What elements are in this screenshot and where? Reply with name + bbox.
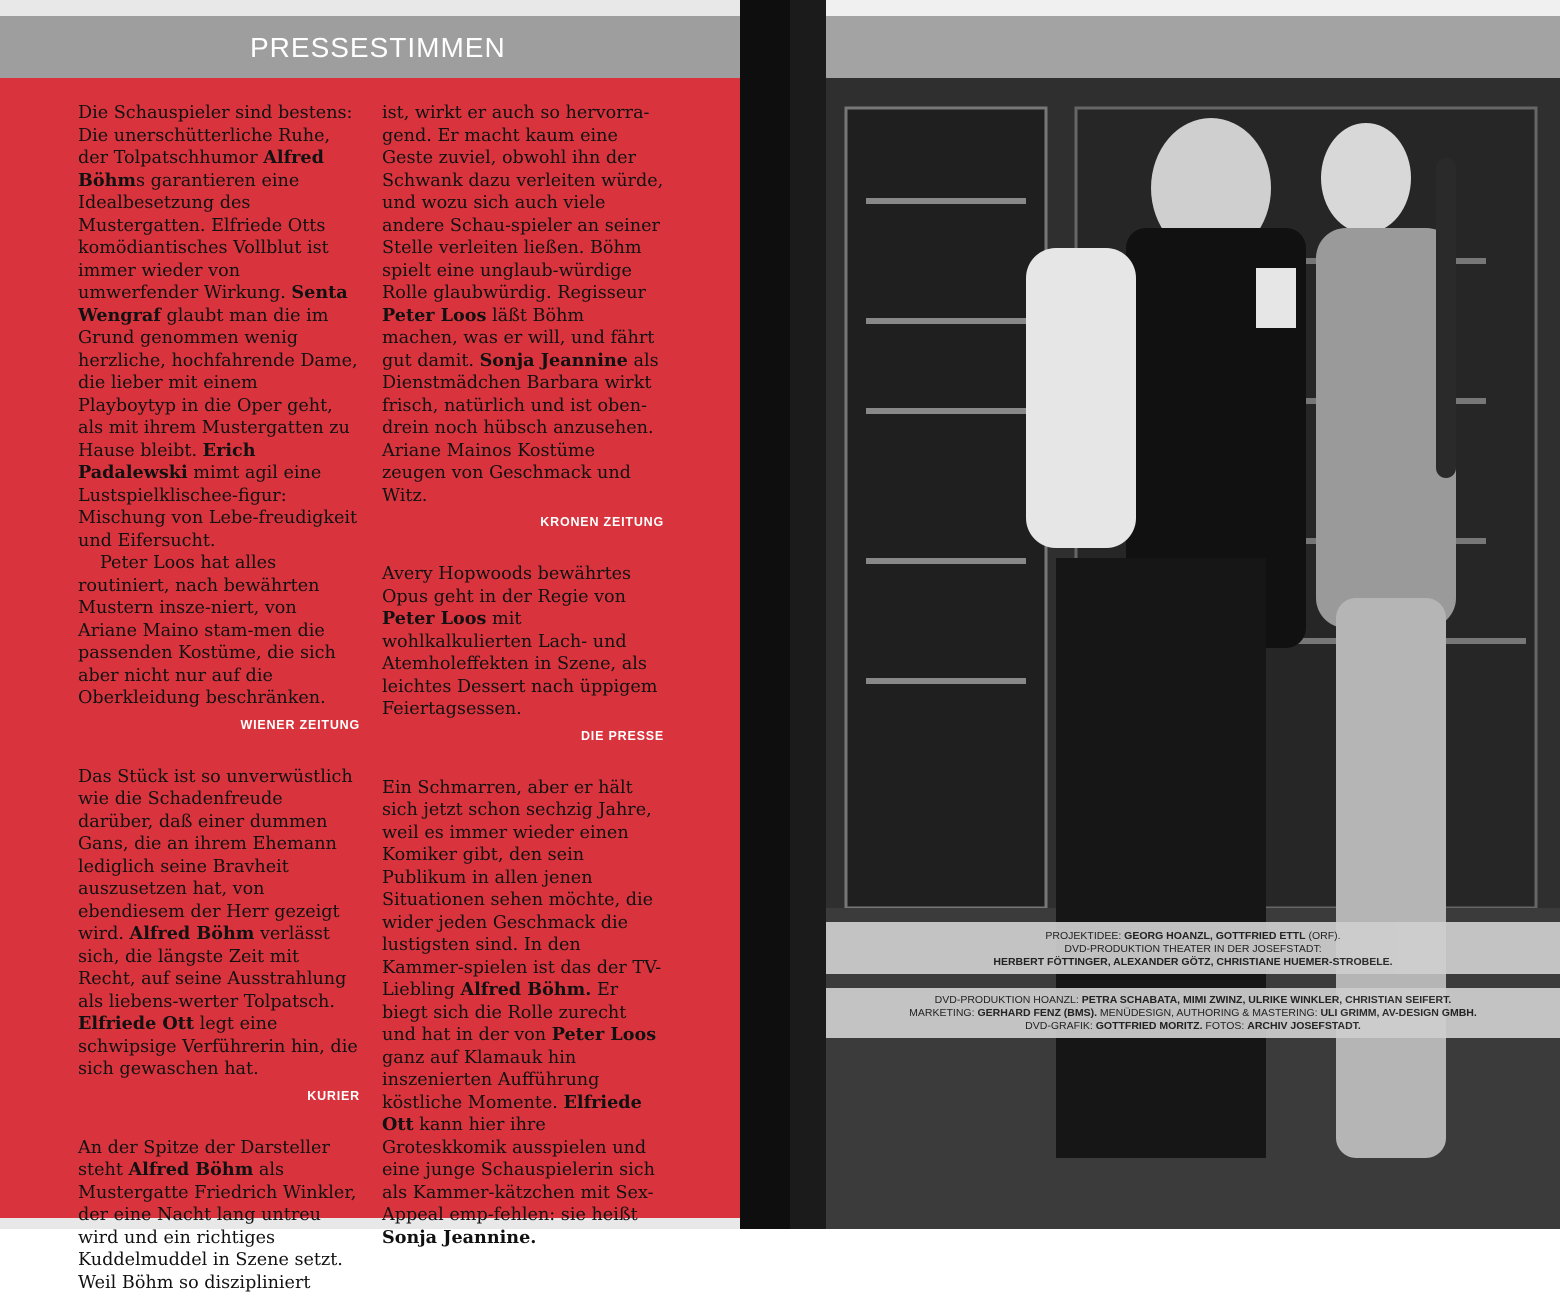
bold-name: HERBERT FÖTTINGER, ALEXANDER GÖTZ, CHRISTIANE HUEMER-STROBELE.: [993, 956, 1392, 968]
credit-line: MARKETING: GERHARD FENZ (BMS). MENÜDESIGN, AUTHORING & MASTERING: ULI GRIMM, AV-DESIGN GMBH.: [826, 1007, 1560, 1020]
bold-name: Senta Wengraf: [78, 282, 348, 326]
review-column-right: [382, 102, 664, 1273]
review: [382, 777, 664, 1274]
credit-line: PROJEKTIDEE: GEORG HOANZL, GOTTFRIED ETTL (ORF).: [826, 930, 1560, 943]
bold-name: Sonja Jeannine: [480, 350, 628, 371]
review-paragraph: Ein Schmarren, aber er hält sich jetzt schon sechzig Jahre, weil es immer wieder einen Komiker gibt, den sein Publikum in allen jenen Situationen sehen möchte, die wider jeden Geschmack die lustigsten sind. In den Kammer-spielen ist das der TV-Liebling Alfred Böhm. Er biegt sich die Rolle zurecht und hat in der von Peter Loos ganz auf Klamauk hin inszenierten Aufführung köstliche Momente. Elfriede Ott kann hier ihre Groteskkomik ausspielen und eine junge Schauspielerin sich als Kammer-kätzchen mit Sex-Appeal emp-fehlen: sie heißt Sonja Jeannine.: [382, 777, 664, 1250]
review-paragraph: Das Stück ist so unverwüstlich wie die Schadenfreude darüber, daß einer dummen Gans, die an ihrem Ehemann lediglich seine Bravheit auszusetzen hat, von ebendiesem der Herr gezeigt wird. Alfred Böhm verlässt sich, die längste Zeit mit Recht, auf seine Ausstrahlung als liebens-werter Tolpatsch. Elfriede Ott legt eine schwipsige Verführerin hin, die sich gewaschen hat.: [78, 766, 360, 1081]
credit-line: DVD-PRODUKTION THEATER IN DER JOSEFSTADT:: [826, 943, 1560, 956]
review: [78, 102, 360, 734]
spine-shadow: [790, 0, 826, 1229]
review-paragraph: ist, wirkt er auch so hervorra-gend. Er macht kaum eine Geste zuviel, obwohl ihn der Schwank dazu verleiten würde, und wozu sich auch viele andere Schau-spieler an seiner Stelle verleiten ließen. Böhm spielt eine unglaub-würdige Rolle glaubwürdig. Regisseur Peter Loos läßt Böhm machen, was er will, und fährt gut damit. Sonja Jeannine als Dienstmädchen Barbara wirkt frisch, natürlich und ist oben-drein noch hübsch anzusehen. Ariane Mainos Kostüme zeugen von Geschmack und Witz.: [382, 102, 664, 507]
review-source: ARBEITER ZEITUNG: [382, 1255, 664, 1273]
review-paragraph: Die Schauspieler sind bestens: Die unerschütterliche Ruhe, der Tolpatschhumor Alfred Böhms garantieren eine Idealbesetzung des Mustergatten. Elfriede Otts komödiantisches Vollblut ist immer wieder von umwerfender Wirkung. Senta Wengraf glaubt man die im Grund genommen wenig herzliche, hochfahrende Dame, die lieber mit einem Playboytyp in die Oper geht, als mit ihrem Mustergatten zu Hause bleibt. Erich Padalewski mimt agil eine Lustspielklischee-figur: Mischung von Lebe-freudigkeit und Eifersucht.: [78, 102, 360, 552]
page-title: PRESSESTIMMEN: [250, 32, 506, 64]
review: [78, 766, 360, 1105]
bold-name: GEORG HOANZL, GOTTFRIED ETTL: [1124, 930, 1305, 942]
stage-photo: [826, 78, 1560, 1229]
credits-block-1: [826, 922, 1560, 969]
review: [78, 1137, 360, 1294]
bold-name: Peter Loos: [552, 1024, 656, 1045]
review-paragraph: Peter Loos hat alles routiniert, nach bewährten Mustern insze-niert, von Ariane Maino stam-men die passenden Kostüme, die sich aber nicht nur auf die Oberkleidung beschränken.: [78, 552, 360, 710]
credit-line: DVD-GRAFIK: GOTTFRIED MORITZ. FOTOS: ARCHIV JOSEFSTADT.: [826, 1020, 1560, 1033]
stage-photo-icon: [826, 78, 1560, 1229]
review: [382, 102, 664, 531]
bold-name: Alfred Böhm: [78, 147, 324, 191]
bold-name: Alfred Böhm: [129, 1159, 254, 1180]
bold-name: ARCHIV JOSEFSTADT.: [1247, 1020, 1361, 1032]
bold-name: Alfred Böhm.: [460, 979, 591, 1000]
review-source: WIENER ZEITUNG: [78, 716, 360, 734]
review-source: DIE PRESSE: [382, 727, 664, 745]
bold-name: ULI GRIMM, AV-DESIGN GMBH.: [1320, 1007, 1476, 1019]
review-paragraph: Avery Hopwoods bewährtes Opus geht in der Regie von Peter Loos mit wohlkalkulierten Lach- und Atemholeffekten in Szene, als leichtes Dessert nach üppigem Feiertagsessen.: [382, 563, 664, 721]
credits-band-1: [826, 922, 1560, 974]
credits-block-2: [826, 988, 1560, 1033]
bold-name: Sonja Jeannine.: [382, 1227, 536, 1248]
credit-line: DVD-PRODUKTION HOANZL: PETRA SCHABATA, MIMI ZWINZ, ULRIKE WINKLER, CHRISTIAN SEIFERT.: [826, 994, 1560, 1007]
right-header-bar: [826, 16, 1560, 78]
bold-name: Elfriede Ott: [382, 1092, 642, 1136]
bold-name: Peter Loos: [382, 608, 486, 629]
review-source: KRONEN ZEITUNG: [382, 513, 664, 531]
review-column-left: [78, 102, 360, 1294]
review-paragraph: An der Spitze der Darsteller steht Alfred Böhm als Mustergatte Friedrich Winkler, der eine Nacht lang untreu wird und ein richtiges Kuddelmuddel in Szene setzt. Weil Böhm so diszipliniert: [78, 1137, 360, 1294]
bold-name: Elfriede Ott: [78, 1013, 194, 1034]
credits-band-2: [826, 988, 1560, 1038]
bold-name: GOTTFRIED MORITZ.: [1096, 1020, 1203, 1032]
bold-name: GERHARD FENZ (BMS).: [977, 1007, 1097, 1019]
bold-name: PETRA SCHABATA, MIMI ZWINZ, ULRIKE WINKLER, CHRISTIAN SEIFERT.: [1082, 994, 1452, 1006]
bold-name: Alfred Böhm: [130, 923, 255, 944]
review-source: KURIER: [78, 1087, 360, 1105]
review: [382, 563, 664, 745]
bold-name: Erich Padalewski: [78, 440, 256, 484]
bold-name: Peter Loos: [382, 305, 486, 326]
credit-line: [826, 956, 1560, 969]
